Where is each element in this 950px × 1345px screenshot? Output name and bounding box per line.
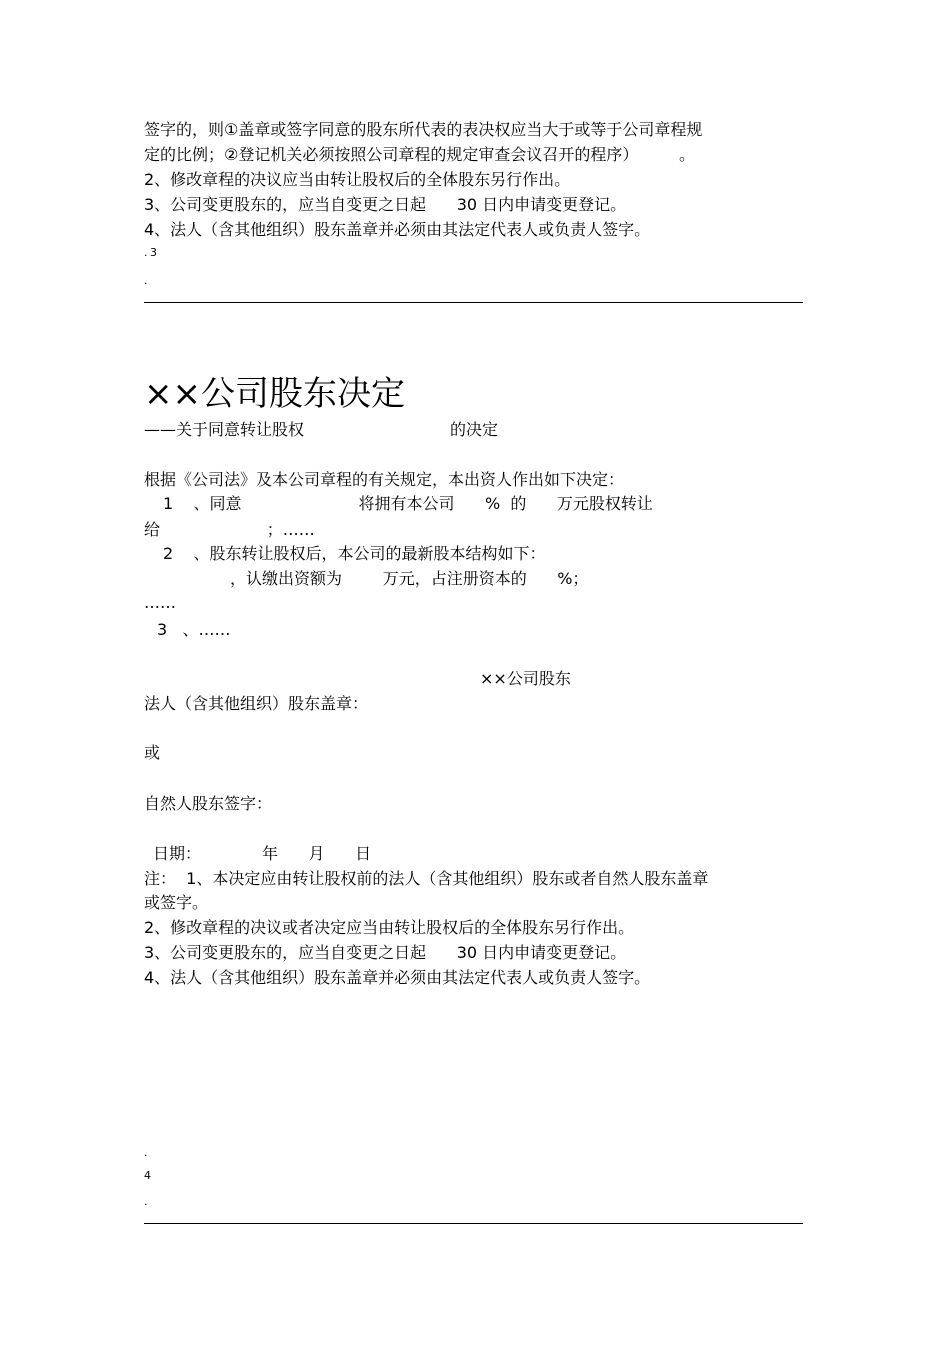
note-item-3: 3、公司变更股东的，应当自变更之日起 30 日内申请变更登记。: [144, 195, 627, 214]
decision-item-2-structure: ，认缴出资额为 万元，占注册资本的 %；: [230, 569, 589, 588]
natural-person-sign-label: 自然人股东签字：: [144, 794, 273, 813]
decision-item-2: 2 、股东转让股权后，本公司的最新股本结构如下：: [163, 544, 546, 563]
note-item-2: 2、修改章程的决议应当由转让股权后的全体股东另行作出。: [144, 170, 571, 189]
page-number: 3: [150, 246, 157, 259]
continuation-line-1: 签字的，则①盖章或签字同意的股东所代表的表决权应当大于或等于公司章程规: [144, 120, 703, 139]
note-line-4: 3、公司变更股东的，应当自变更之日起 30 日内申请变更登记。: [144, 943, 627, 962]
document-subtitle-end: 的决定: [450, 420, 499, 439]
note-line-2: 或签字。: [144, 893, 209, 912]
page-footer-dot: .: [144, 246, 148, 259]
note-item-4: 4、法人（含其他组织）股东盖章并必须由其法定代表人或负责人签字。: [144, 220, 651, 239]
page-number: 4: [144, 1169, 151, 1182]
document-title: ××公司股东决定: [144, 374, 405, 414]
decision-item-3: 3 、……: [157, 620, 231, 639]
company-shareholder: ××公司股东: [480, 669, 571, 688]
legal-person-seal-label: 法人（含其他组织）股东盖章：: [144, 694, 369, 713]
date-line: 日期： 年 月 日: [153, 844, 372, 863]
note-line-1: 注： 1、本决定应由转让股权前的法人（含其他组织）股东或者自然人股东盖章: [144, 869, 709, 888]
decision-item-1-cont: 给 ；……: [144, 520, 315, 539]
page-footer-dot: .: [144, 1195, 148, 1208]
page-footer-dot: .: [144, 1146, 148, 1159]
continuation-line-2: 定的比例；②登记机关必须按照公司章程的规定审查会议召开的程序） 。: [144, 145, 696, 164]
or-label: 或: [144, 743, 161, 762]
page-footer-dot: .: [144, 274, 148, 287]
note-line-3: 2、修改章程的决议或者决定应当由转让股权后的全体股东另行作出。: [144, 918, 635, 937]
note-line-5: 4、法人（含其他组织）股东盖章并必须由其法定代表人或负责人签字。: [144, 968, 651, 987]
document-subtitle: ——关于同意转让股权: [144, 420, 305, 439]
decision-intro: 根据《公司法》及本公司章程的有关规定，本出资人作出如下决定：: [144, 470, 625, 489]
page-divider: [144, 1223, 803, 1224]
decision-item-2-ellipsis: ……: [144, 593, 176, 612]
page-divider: [144, 302, 803, 303]
decision-item-1: 1 、同意 将拥有本公司 % 的 万元股权转让: [163, 494, 653, 513]
